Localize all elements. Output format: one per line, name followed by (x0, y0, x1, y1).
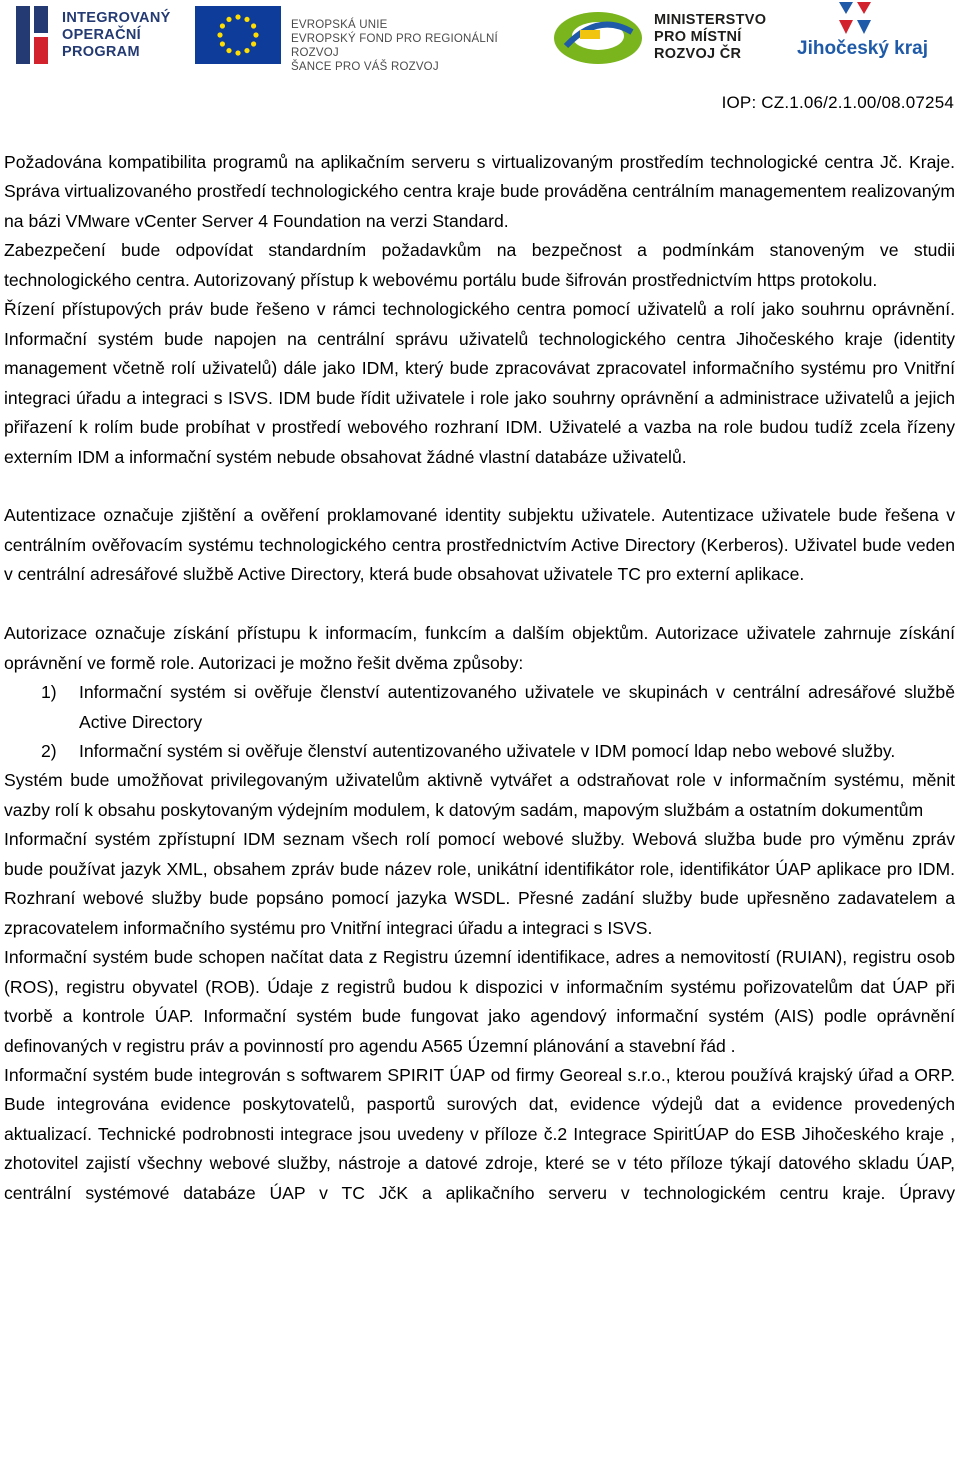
list-item-number: 2) (41, 741, 57, 762)
eu-star-icon (217, 32, 222, 37)
paragraph-compatibility: Požadována kompatibilita programů na aplikačním serveru s virtualizovaným prostředím technologické centra Jč. Kraje. Správa virtualizovaného prostředí technologického centra kraje bude prováděna centrálním managementem realizovaným na bázi VMware vCenter Server 4 Foundation na verzi Standard. (4, 152, 955, 231)
paragraph-roles-webservice: Informační systém zpřístupní IDM seznam všech rolí pomocí webové služby. Webová služba bude pro výměnu zpráv bude používat jazyk XML, obsahem zpráv bude název role, unikátní identifikátor role, identifikátor ÚAP aplikace pro IDM. Rozhraní webové služby bude popsáno pomocí jazyka WSDL. Přesné zadání služby bude upřesněno zadavatelem a zpracovatelem informačního systému pro Vnitřní integraci úřadu a integraci s ISVS. (4, 829, 955, 938)
mmr-emblem-icon (552, 6, 644, 66)
eu-flag-icon (195, 6, 281, 64)
eu-logo (195, 4, 545, 73)
jck-logo-text: Jihočeský kraj (797, 38, 928, 59)
paragraph-access-rights: Řízení přístupových práv bude řešeno v rámci technologického centra pomocí uživatelů a rolí jako souhrnu oprávnění. Informační systém bude napojen na centrální správu uživatelů technologického centra Jihočeského kraje (identity management včetně rolí uživatelů) dále jako IDM, který bude zpracovávat zpracovatel informačního systému pro Vnitřní integraci úřadu a integraci s ISVS. IDM bude řídit uživatele i role jako souhrny oprávnění a administrace uživatelů a jejich přiřazení k rolím bude probíhat v prostředí webového rozhraní IDM. Uživatelé a vazba na role budou tudíž zcela řízeny externím IDM a informační systém nebude obsahovat žádné vlastní databáze uživatelů. (4, 299, 955, 467)
paragraph-authentication: Autentizace označuje zjištění a ověření proklamované identity subjektu uživatele. Autentizace uživatele bude řešena v centrálním ověřovacím systému technologického centra prostřednictvím Active Directory (Kerberos). Uživatel bude veden v centrální adresářové službě Active Directory, která bude obsahovat uživatele TC pro externí aplikace. (4, 505, 955, 585)
jck-emblem-icon (835, 0, 875, 36)
eu-star-icon (226, 17, 231, 22)
mmr-logo (552, 4, 782, 70)
list-item-text: Informační systém si ověřuje členství autentizovaného uživatele ve skupinách v centrální adresářové službě Active Directory (79, 682, 955, 732)
jck-logo (795, 0, 945, 72)
paragraph-security: Zabezpečení bude odpovídat standardním požadavkům na bezpečnost a podmínkám stanoveným ve studii technologického centra. Autorizovaný přístup k webovému portálu bude šifrován prostřednictvím https protokolu. (4, 240, 955, 290)
eu-star-icon (244, 48, 249, 53)
project-code: IOP: CZ.1.06/2.1.00/08.07254 (721, 93, 954, 112)
page-header (0, 0, 960, 80)
eu-star-icon (244, 17, 249, 22)
list-item-text: Informační systém si ověřuje členství autentizovaného uživatele v IDM pomocí ldap nebo webové služby. (79, 741, 896, 762)
iop-mark-icon (16, 6, 50, 64)
iop-logo (16, 6, 176, 66)
eu-star-icon (251, 23, 256, 28)
list-item (4, 678, 955, 737)
paragraph-spirit-integration: Informační systém bude integrován s softwarem SPIRIT ÚAP od firmy Georeal s.r.o., kterou používá krajský úřad a ORP. Bude integrována evidence poskytovatelů, pasportů surových dat, evidence výdejů dat a evidence provedených aktualizací. Technické podrobnosti integrace jsou uvedeny v příloze č.2 Integrace SpiritÚAP do ESB Jihočeského kraje , zhotovitel zajistí všechny webové služby, nástroje a datové zdroje, které se v této příloze týkají datového skladu ÚAP, centrální systémové databáze ÚAP v TC JčK a aplikačního serveru v technologickém centru kraje. Úpravy (4, 1065, 955, 1203)
eu-star-icon (235, 14, 240, 19)
mmr-logo-text: MINISTERSTVO PRO MÍSTNÍ ROZVOJ ČR (654, 12, 767, 62)
authorization-methods-list (4, 678, 955, 766)
eu-star-icon (220, 23, 225, 28)
eu-star-icon (220, 41, 225, 46)
document-body (4, 148, 955, 1208)
eu-logo-text: EVROPSKÁ UNIE EVROPSKÝ FOND PRO REGIONÁLNÍ ROZVOJ ŠANCE PRO VÁŠ ROZVOJ (291, 19, 498, 73)
paragraph-authorization: Autorizace označuje získání přístupu k informacím, funkcím a dalším objektům. Autorizace uživatele zahrnuje získání oprávnění ve formě role. Autorizaci je možno řešit dvěma způsoby: (4, 623, 955, 673)
eu-star-icon (226, 48, 231, 53)
list-item-number: 1) (41, 682, 57, 703)
paragraph-registries: Informační systém bude schopen načítat data z Registru územní identifikace, adres a nemovitostí (RUIAN), registru osob (ROS), registru obyvatel (ROB). Údaje z registrů budou k dispozici v informačním systému pořizovatelům dat ÚAP při tvorbě a kontrole ÚAP. Informační systém bude fungovat jako agendový informační systém (AIS) podle oprávnění definovaných v registru práv a povinností pro agendu A565 Územní plánování a stavební řád . (4, 947, 955, 1056)
list-item (4, 737, 955, 766)
eu-star-icon (251, 41, 256, 46)
eu-star-icon (253, 32, 258, 37)
paragraph-privileged-roles: Systém bude umožňovat privilegovaným uživatelům aktivně vytvářet a odstraňovat role v informačním systému, měnit vazby rolí k obsahu poskytovaným výdejním modulem, k datovým sadám, mapovým službám a ostatním dokumentům (4, 770, 955, 820)
iop-logo-text: INTEGROVANÝ OPERAČNÍ PROGRAM (62, 10, 171, 60)
eu-star-icon (235, 50, 240, 55)
